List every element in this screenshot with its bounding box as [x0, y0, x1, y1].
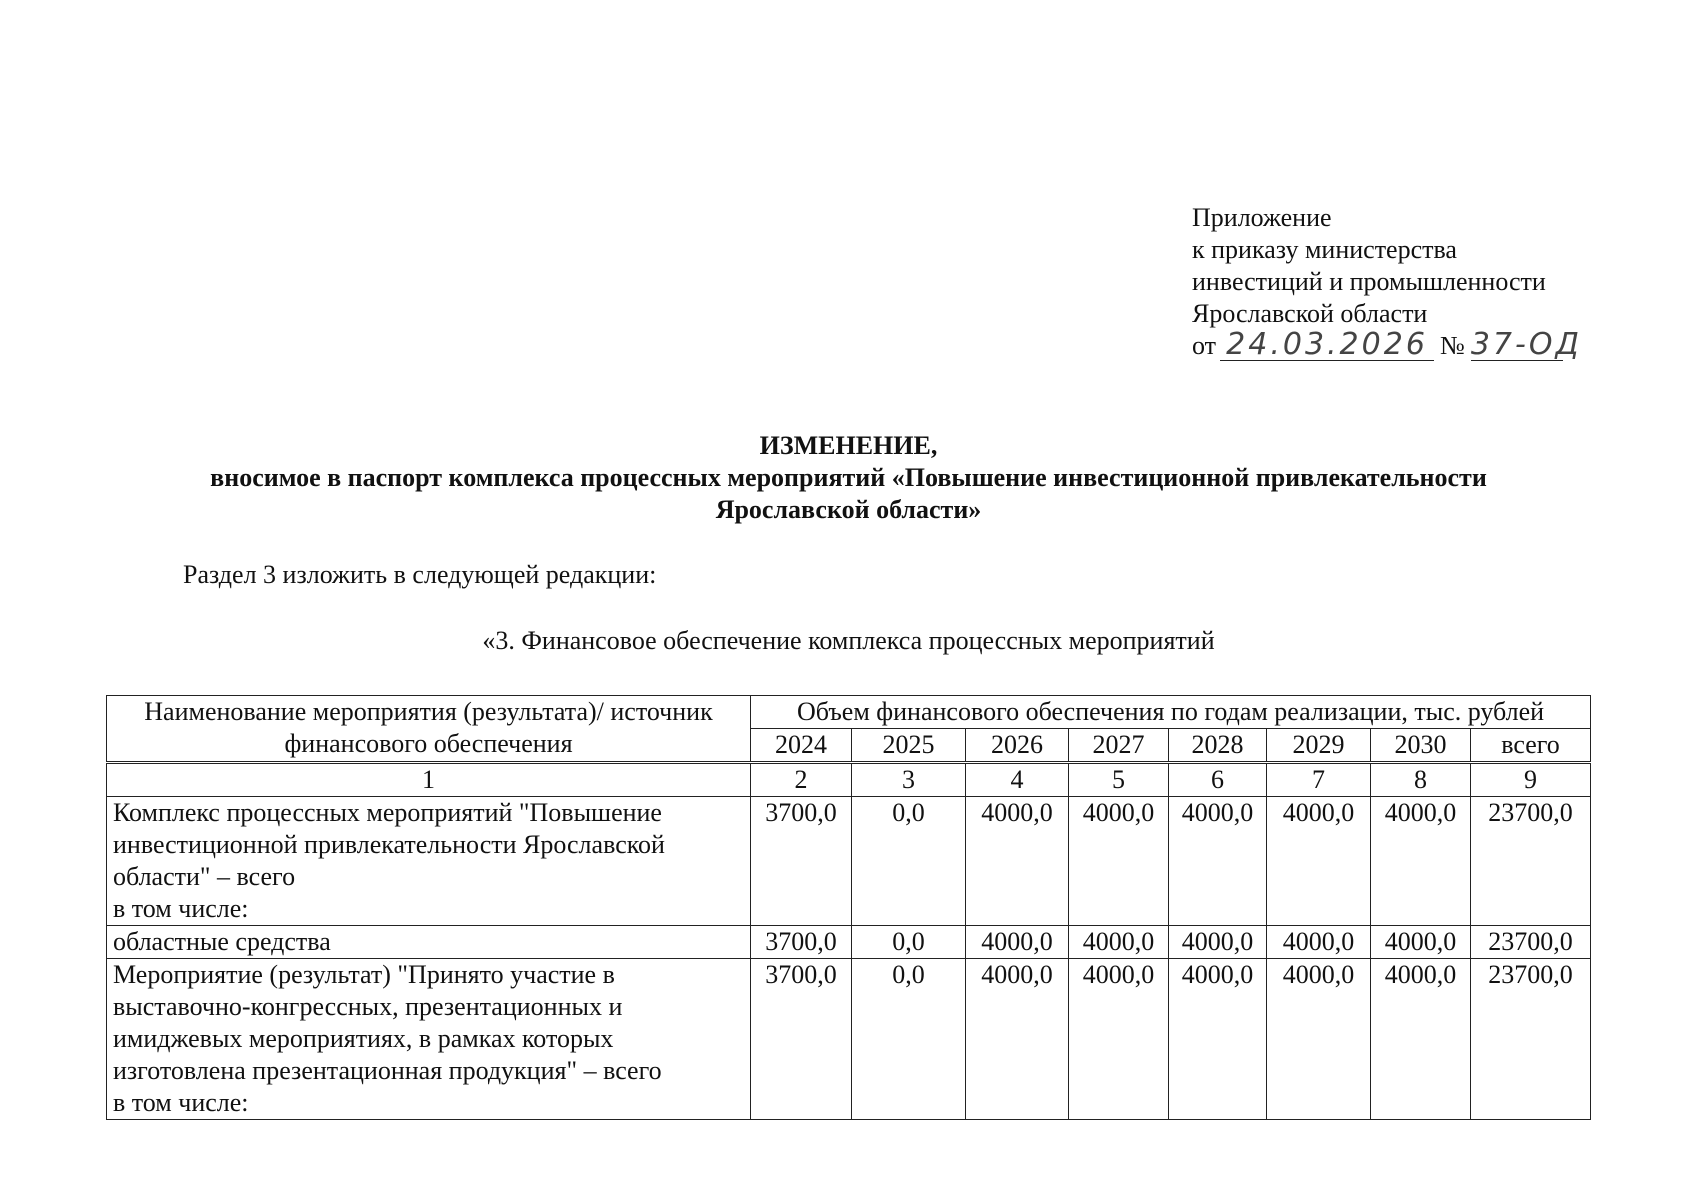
year-cell: 2030: [1371, 729, 1471, 763]
year-cell: 2024: [751, 729, 852, 763]
value-cell: 4000,0: [1267, 959, 1371, 1120]
document-title: ИЗМЕНЕНИЕ,: [759, 431, 938, 460]
year-cell: 2026: [966, 729, 1069, 763]
value-cell: 4000,0: [1169, 926, 1267, 959]
column-index-row: [107, 763, 1591, 797]
instruction-text: Раздел 3 изложить в следующей редакции:: [183, 560, 657, 589]
value-cell: 3700,0: [751, 959, 852, 1120]
appendix-line: инвестиций и промышленности: [1192, 267, 1546, 296]
row-note-text: в том числе:: [113, 1088, 249, 1117]
total-value-cell: 23700,0: [1471, 797, 1591, 926]
row-name-text: Мероприятие (результат) "Принято участие в выставочно-конгрессных, презентационных и имиджевых мероприятиях, в рамках которых изготовлена презентационная продукция" – всего: [113, 960, 662, 1085]
total-value-cell: 23700,0: [1471, 959, 1591, 1120]
value-cell: 3700,0: [751, 926, 852, 959]
value-cell: 4000,0: [1069, 797, 1169, 926]
value-cell: 3700,0: [751, 797, 852, 926]
year-cell: 2028: [1169, 729, 1267, 763]
appendix-line: Ярославской области: [1192, 299, 1428, 328]
header-name-cell: Наименование мероприятия (результата)/ источник финансового обеспечения: [107, 696, 751, 763]
value-cell: 4000,0: [966, 959, 1069, 1120]
value-cell: 4000,0: [966, 926, 1069, 959]
value-cell: 4000,0: [966, 797, 1069, 926]
value-cell: 4000,0: [1267, 797, 1371, 926]
value-cell: 4000,0: [1069, 959, 1169, 1120]
value-cell: 0,0: [852, 959, 966, 1120]
table-row: [107, 926, 1591, 959]
appendix-line: Приложение: [1192, 203, 1332, 232]
section-heading: «3. Финансовое обеспечение комплекса процессных мероприятий: [482, 626, 1215, 655]
row-name-text: Комплекс процессных мероприятий "Повышение инвестиционной привлекательности Ярославской области" – всего: [113, 798, 665, 891]
order-date-number-line: [1192, 327, 1582, 362]
column-index-cell: 6: [1169, 763, 1267, 797]
value-cell: 4000,0: [1267, 926, 1371, 959]
table-row: [107, 959, 1591, 1120]
year-cell: 2027: [1069, 729, 1169, 763]
column-index-cell: 7: [1267, 763, 1371, 797]
value-cell: 0,0: [852, 926, 966, 959]
column-index-cell: 4: [966, 763, 1069, 797]
value-cell: 0,0: [852, 797, 966, 926]
row-name-cell: областные средства: [107, 926, 751, 959]
number-label: №: [1440, 331, 1465, 360]
row-note-text: в том числе:: [113, 894, 249, 923]
year-cell: 2029: [1267, 729, 1371, 763]
appendix-block: [1192, 202, 1582, 362]
value-cell: 4000,0: [1371, 926, 1471, 959]
column-index-cell: 3: [852, 763, 966, 797]
column-index-cell: 8: [1371, 763, 1471, 797]
handwritten-date: 24.03.2026: [1220, 330, 1434, 361]
column-index-cell: 2: [751, 763, 852, 797]
document-subtitle-line: Ярославской области»: [715, 495, 982, 524]
total-header-cell: всего: [1471, 729, 1591, 763]
row-name-cell: [107, 959, 751, 1120]
header-row: [107, 696, 1591, 729]
total-value-cell: 23700,0: [1471, 926, 1591, 959]
column-index-cell: 9: [1471, 763, 1591, 797]
value-cell: 4000,0: [1371, 797, 1471, 926]
value-cell: 4000,0: [1169, 959, 1267, 1120]
handwritten-order-number: 37-ОД: [1470, 327, 1582, 362]
table-row: [107, 797, 1591, 926]
header-volume-cell: Объем финансового обеспечения по годам реализации, тыс. рублей: [751, 696, 1591, 729]
value-cell: 4000,0: [1169, 797, 1267, 926]
document-subtitle-line: вносимое в паспорт комплекса процессных мероприятий «Повышение инвестиционной привлекательности: [210, 463, 1487, 492]
from-label: от: [1192, 331, 1217, 360]
year-cell: 2025: [852, 729, 966, 763]
row-name-cell: [107, 797, 751, 926]
financing-table: [106, 695, 1591, 1120]
appendix-line: к приказу министерства: [1192, 235, 1457, 264]
value-cell: 4000,0: [1371, 959, 1471, 1120]
column-index-cell: 1: [107, 763, 751, 797]
column-index-cell: 5: [1069, 763, 1169, 797]
value-cell: 4000,0: [1069, 926, 1169, 959]
